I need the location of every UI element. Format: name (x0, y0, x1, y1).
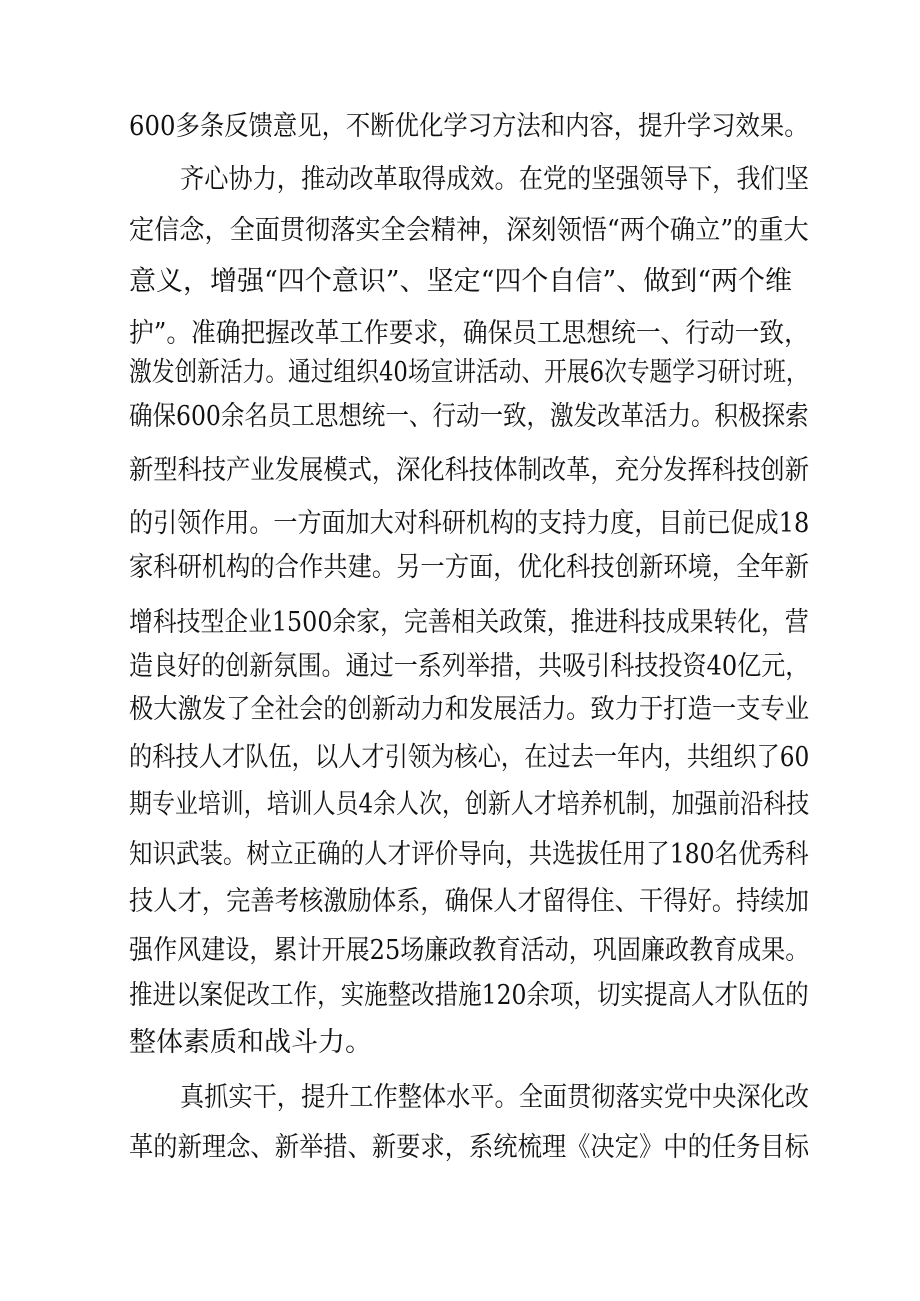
text-line: 的科技人才队伍，以人才引领为核心，在过去一年内，共组织了60 (129, 742, 810, 773)
text-line: 期专业培训，培训人员4余人次，创新人才培养机制，加强前沿科技 (129, 789, 810, 820)
text-line: 家科研机构的合作共建。另一方面，优化科技创新环境，全年新 (129, 552, 809, 583)
text-line: 的引领作用。一方面加大对科研机构的支持力度，目前已促成18 (129, 508, 810, 539)
text-line: 600多条反馈意见，不断优化学习方法和内容，提升学习效果。 (129, 111, 809, 142)
paragraph-start-line: 齐心协力，推动改革取得成效。在党的坚强领导下，我们坚 (180, 164, 809, 195)
text-line: 技人才，完善考核激励体系，确保人才留得住、干得好。持续加 (129, 886, 809, 917)
text-line: 造良好的创新氛围。通过一系列举措，共吸引科技投资40亿元， (129, 651, 810, 682)
text-line: 强作风建设，累计开展25场廉政教育活动，巩固廉政教育成果。 (129, 935, 810, 966)
text-line: 推进以案促改工作，实施整改措施120余项，切实提高人才队伍的 (129, 980, 809, 1011)
text-line: 激发创新活力。通过组织40场宣讲活动、开展6次专题学习研讨班， (129, 357, 809, 388)
text-line: 护”。准确把握改革工作要求，确保员工思想统一、行动一致， (129, 318, 809, 349)
text-line: 极大激发了全社会的创新动力和发展活力。致力于打造一支专业 (129, 694, 809, 725)
text-line: 革的新理念、新举措、新要求，系统梳理《决定》中的任务目标 (129, 1132, 809, 1163)
text-line: 确保600余名员工思想统一、行动一致，激发改革活力。积极探索 (129, 401, 809, 432)
paragraph-start-line: 真抓实干，提升工作整体水平。全面贯彻落实党中央深化改 (180, 1082, 809, 1113)
text-line: 增科技型企业1500余家，完善相关政策，推进科技成果转化，营 (129, 607, 809, 638)
text-line: 知识武装。树立正确的人才评价导向，共选拔任用了180名优秀科 (129, 839, 809, 870)
text-line: 定信念，全面贯彻落实全会精神，深刻领悟“两个确立”的重大 (129, 215, 809, 246)
text-line: 整体素质和战斗力。 (129, 1027, 372, 1058)
text-line: 意义，增强“四个意识”、坚定“四个自信”、做到“两个维 (129, 266, 793, 297)
text-line: 新型科技产业发展模式，深化科技体制改革，充分发挥科技创新 (129, 455, 809, 486)
